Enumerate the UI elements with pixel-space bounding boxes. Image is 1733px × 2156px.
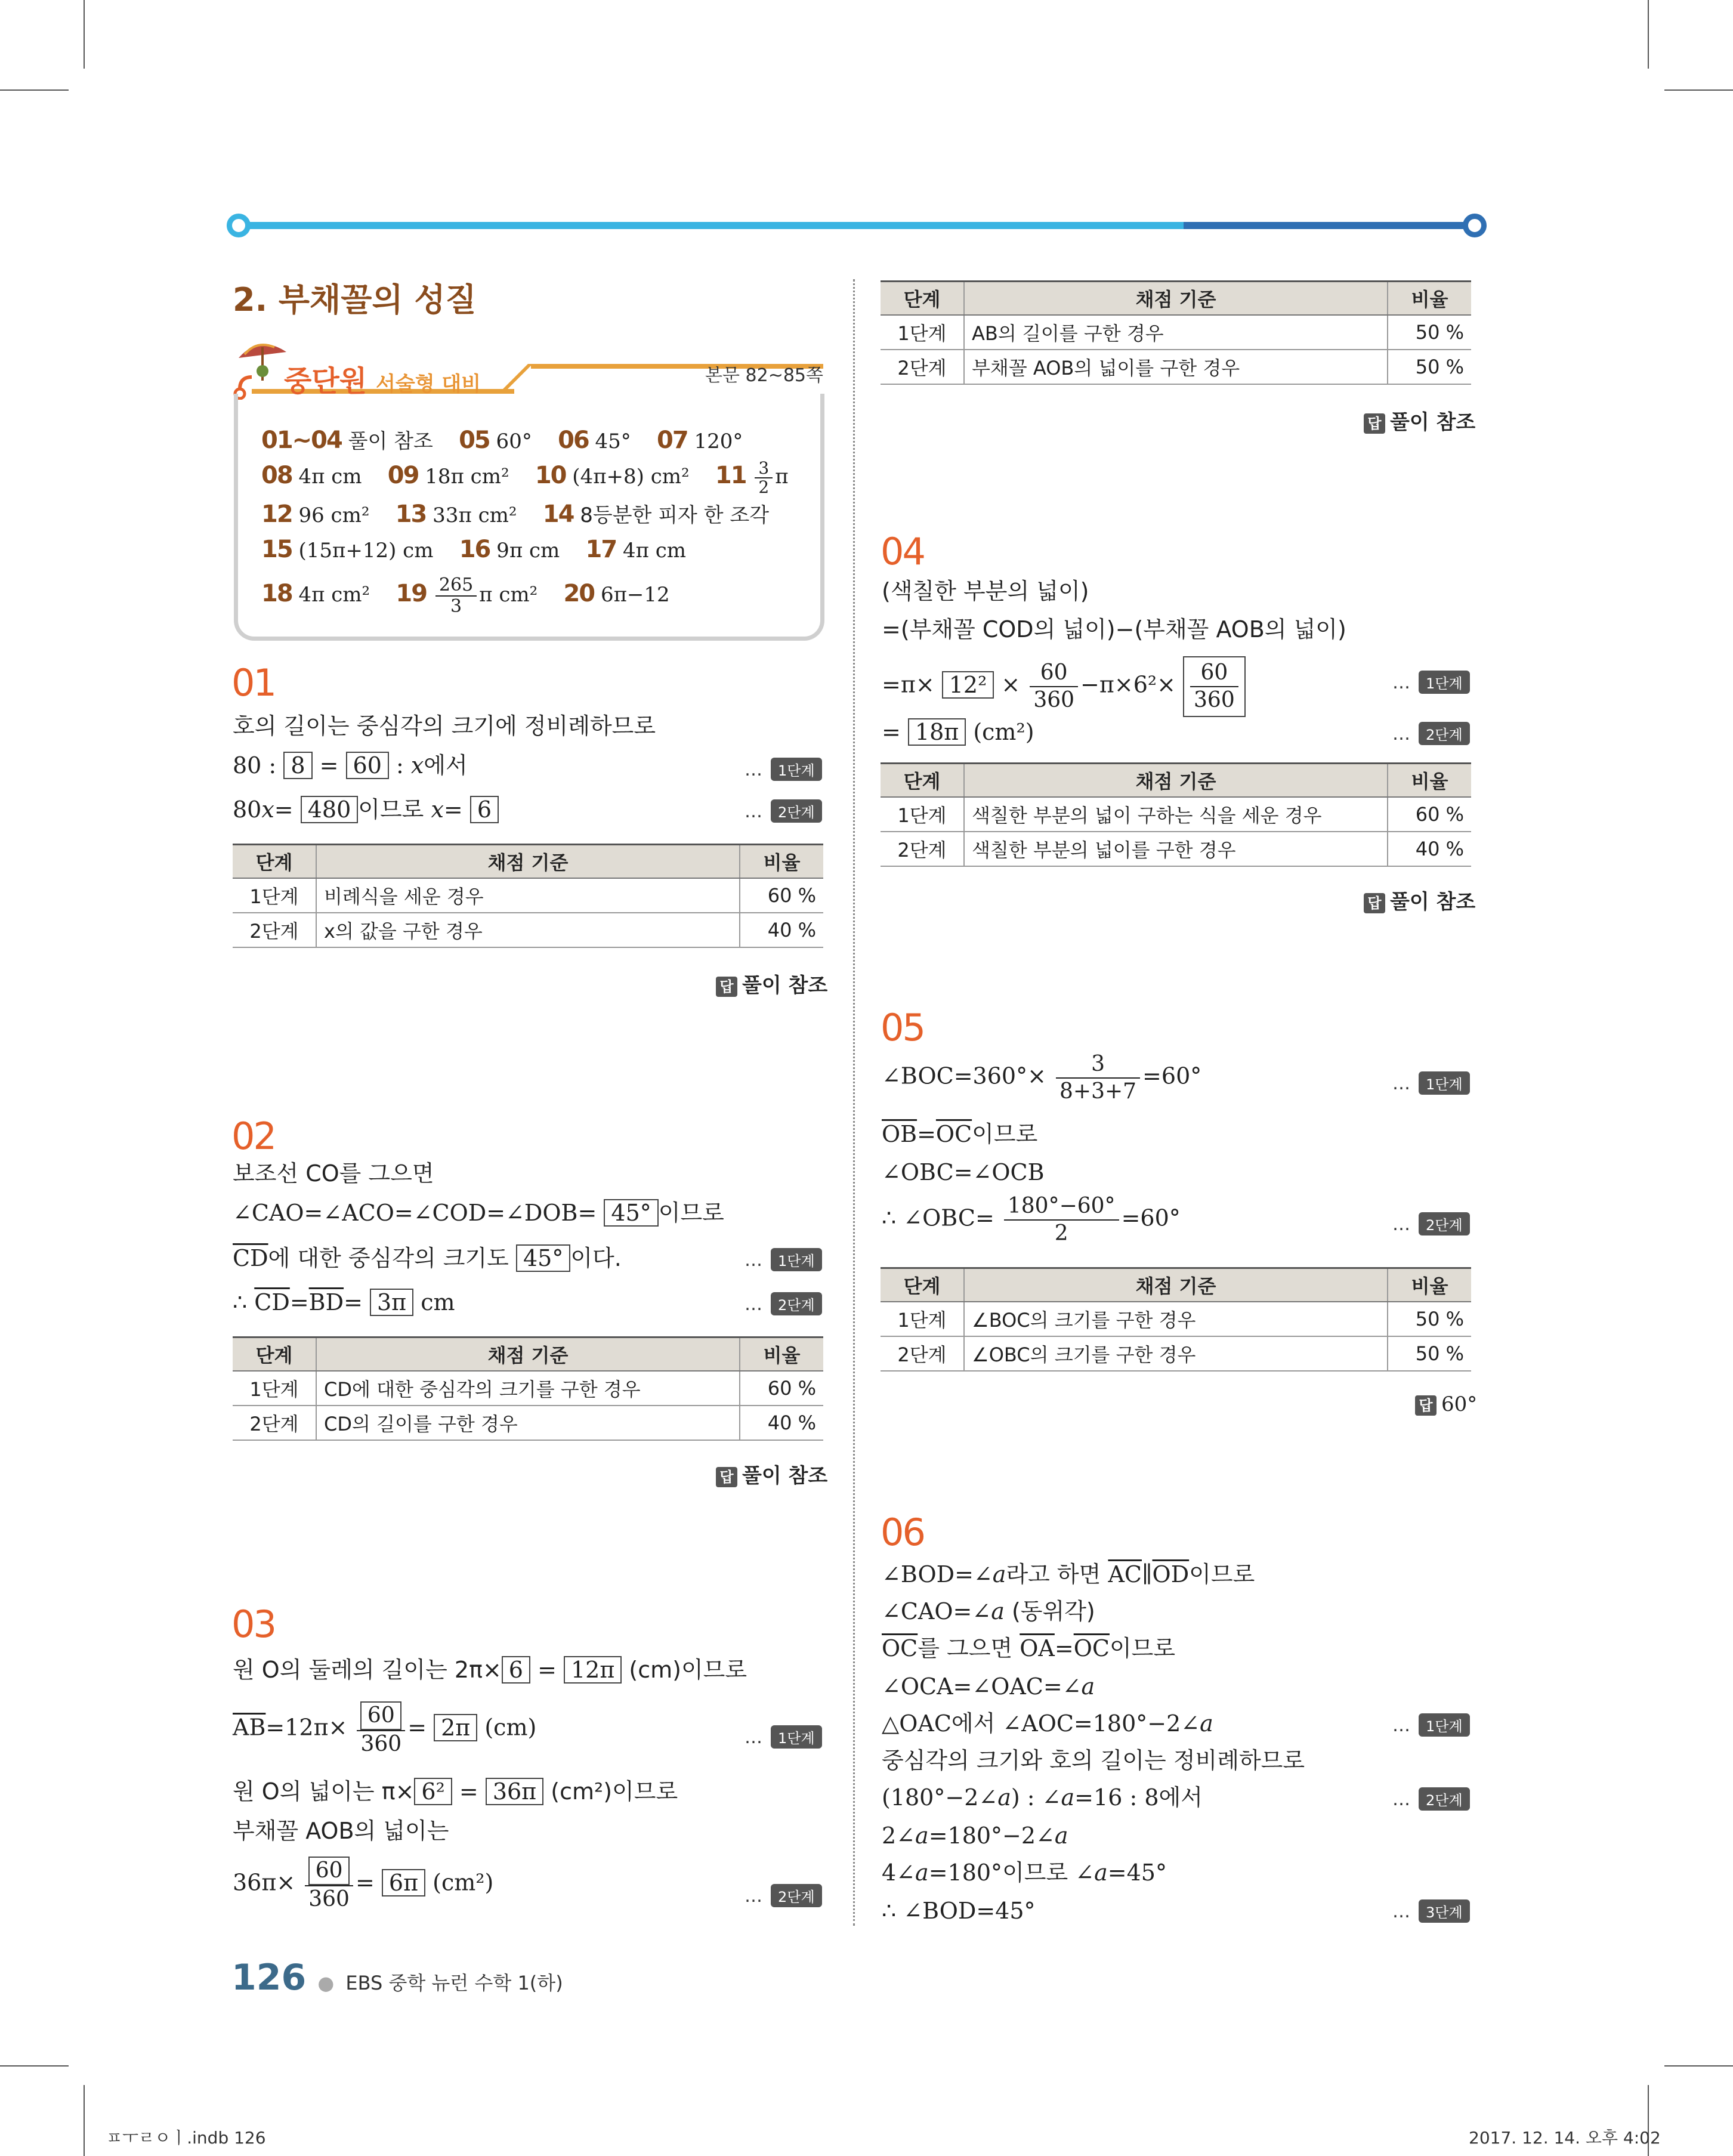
crop-mark xyxy=(0,2065,69,2067)
answer-sublabel: 서술형 대비 xyxy=(376,372,481,396)
answer-row: 18 4π cm² 19 $\frac{265}{3}$ π cm² 20 6π−12 xyxy=(261,574,670,617)
solution-line: ∠OBC=∠OCB xyxy=(882,1159,1045,1185)
step-tag: … 1단계 xyxy=(745,758,822,781)
solution-line: 80 : 8 = 60 : x에서 xyxy=(233,752,468,779)
solution-line: 호의 길이는 중심각의 크기에 정비례하므로 xyxy=(233,713,656,739)
question-number: 05 xyxy=(881,1006,924,1049)
solution-line: 보조선 CO를 그으면 xyxy=(233,1160,434,1187)
answer-reference: 답 풀이 참조 xyxy=(716,969,827,998)
step-tag: … 2단계 xyxy=(745,799,822,823)
book-title: EBS 중학 뉴런 수학 1(하) xyxy=(345,1972,563,1994)
print-slug-right: 2017. 12. 14. 오후 4:02 xyxy=(1469,2128,1661,2148)
step-tag: … 2단계 xyxy=(1392,1787,1470,1811)
crop-mark xyxy=(84,0,85,69)
answer-label: 중단원 xyxy=(284,365,367,398)
answer-row: 15 (15π+12) cm 16 9π cm 17 4π cm xyxy=(261,536,687,563)
solution-line: $\overline{CD}$에 대한 중심각의 크기도 45° 이다. xyxy=(233,1245,622,1271)
grading-table: 단계 채점 기준 비율 1단계 CD에 대한 중심각의 크기를 구한 경우 60 % 2단계 CD의 길이를 구한 경우 40 % xyxy=(233,1336,823,1441)
solution-line: $\overline{AB}=12\pi\times$ $\frac{60}{360}$ = 2π (cm) xyxy=(233,1701,536,1757)
section-title: 2. 부채꼴의 성질 xyxy=(233,281,477,319)
step-tag: … 1단계 xyxy=(1392,1713,1470,1737)
solution-line: = 18π (cm²) xyxy=(882,719,1034,745)
solution-line: (색칠한 부분의 넓이) xyxy=(882,578,1089,604)
solution-line: ∴ ∠OBC= $\frac{180^\circ-60^\circ}{2}$ =60° xyxy=(882,1194,1181,1246)
column-divider xyxy=(853,279,855,1926)
question-number: 04 xyxy=(881,530,924,573)
step-tag: … 1단계 xyxy=(1392,671,1470,694)
solution-line: 원 O의 넓이는 π× 6² = 36π (cm²)이므로 xyxy=(233,1778,678,1805)
solution-line: ∠BOC=360°× $\frac{3}{8+3+7}$ =60° xyxy=(882,1052,1202,1104)
grading-table: 단계 채점 기준 비율 1단계 ∠BOC의 크기를 구한 경우 50 % 2단계 ∠OBC의 크기를 구한 경우 50 % xyxy=(881,1267,1471,1372)
solution-line: =(부채꼴 COD의 넓이)−(부채꼴 AOB의 넓이) xyxy=(882,616,1346,643)
question-number: 01 xyxy=(231,661,275,705)
solution-line: △OAC에서 ∠AOC=180°−2∠a xyxy=(882,1710,1213,1737)
solution-line: 부채꼴 AOB의 넓이는 xyxy=(233,1818,449,1844)
grading-table: 단계 채점 기준 비율 1단계 비례식을 세운 경우 60 % 2단계 x의 값을 구한 경우 40 % xyxy=(233,844,823,948)
crop-mark xyxy=(1664,89,1733,91)
step-tag: … 2단계 xyxy=(1392,1212,1470,1235)
step-tag: … 2단계 xyxy=(745,1292,822,1315)
crop-mark xyxy=(1648,0,1649,69)
solution-line: (180°−2∠a) : ∠a=16 : 8에서 xyxy=(882,1784,1203,1811)
solution-line: $\overline{OB}=\overline{OC}$이므로 xyxy=(882,1121,1038,1147)
page-footer: 126 ● EBS 중학 뉴런 수학 1(하) xyxy=(231,1957,563,1999)
print-slug-left: ㅍㅜㄹㅇㅣ.indb 126 xyxy=(106,2128,266,2148)
question-number: 02 xyxy=(231,1114,275,1158)
answer-reference: 답 풀이 참조 xyxy=(1364,885,1475,915)
step-tag: … 2단계 xyxy=(1392,722,1470,745)
solution-line: ∠CAO=∠ACO=∠COD=∠DOB= 45° 이므로 xyxy=(233,1200,724,1226)
solution-line: ∴ $\overline{CD}=\overline{BD}= 3\pi$ cm xyxy=(233,1289,455,1315)
crop-mark xyxy=(1664,2065,1733,2067)
answer-row: 08 4π cm 09 18π cm² 10 (4π+8) cm² 11 $\frac{3}{2}$ π xyxy=(261,458,789,497)
solution-line: 원 O의 둘레의 길이는 2π× 6 = 12π (cm)이므로 xyxy=(233,1657,747,1683)
solution-line: ∠CAO=∠a (동위각) xyxy=(882,1598,1095,1624)
grading-table: 단계 채점 기준 비율 1단계 AB의 길이를 구한 경우 50 % 2단계 부채꼴 AOB의 넓이를 구한 경우 50 % xyxy=(881,280,1471,385)
question-number: 03 xyxy=(231,1602,275,1646)
solution-line: 4∠a=180°이므로 ∠a=45° xyxy=(882,1860,1167,1886)
answer-box-header xyxy=(233,334,823,400)
step-tag: … 1단계 xyxy=(1392,1071,1470,1095)
solution-line: $\overline{OC}$를 그으면 $\overline{OA}=\overline{OC}$이므로 xyxy=(882,1635,1176,1661)
solution-line: 80x= 480 이므로 x= 6 xyxy=(233,796,499,823)
solution-line: ∠BOD=∠a라고 하면 $\overline{AC}\parallel\overline{OD}$이므로 xyxy=(882,1561,1255,1587)
step-tag: … 3단계 xyxy=(1392,1899,1470,1923)
answer-reference: 답 60° xyxy=(1415,1392,1477,1416)
page-number: 126 xyxy=(231,1957,307,1999)
solution-line: 중심각의 크기와 호의 길이는 정비례하므로 xyxy=(882,1747,1305,1774)
crop-mark xyxy=(84,2085,85,2156)
solution-line: =π× 12² × $\frac{60}{360}$ −π×6²× $\frac{60}{360}$ xyxy=(882,656,1246,717)
step-tag: … 2단계 xyxy=(745,1884,822,1907)
solution-line: 2∠a=180°−2∠a xyxy=(882,1823,1068,1849)
solution-line: 36π× $\frac{60}{360}$ = 6π (cm²) xyxy=(233,1857,493,1913)
page-reference: 본문 82~85쪽 xyxy=(705,365,823,386)
answer-reference: 답 풀이 참조 xyxy=(1364,406,1475,435)
solution-line: ∴ ∠BOD=45° xyxy=(882,1898,1036,1924)
grading-table: 단계 채점 기준 비율 1단계 색칠한 부분의 넓이 구하는 식을 세운 경우 60 % 2단계 색칠한 부분의 넓이를 구한 경우 40 % xyxy=(881,762,1471,867)
crop-mark xyxy=(0,89,69,91)
question-number: 06 xyxy=(881,1511,924,1554)
answer-row: 12 96 cm² 13 33π cm² 14 8등분한 피자 한 조각 xyxy=(261,501,770,528)
solution-line: ∠OCA=∠OAC=∠a xyxy=(882,1673,1095,1700)
answer-reference: 답 풀이 참조 xyxy=(716,1459,827,1488)
answer-row: 01~04 풀이 참조 05 60° 06 45° 07 120° xyxy=(261,427,743,454)
header-bar xyxy=(227,220,1485,231)
step-tag: … 1단계 xyxy=(745,1248,822,1271)
step-tag: … 1단계 xyxy=(745,1725,822,1749)
